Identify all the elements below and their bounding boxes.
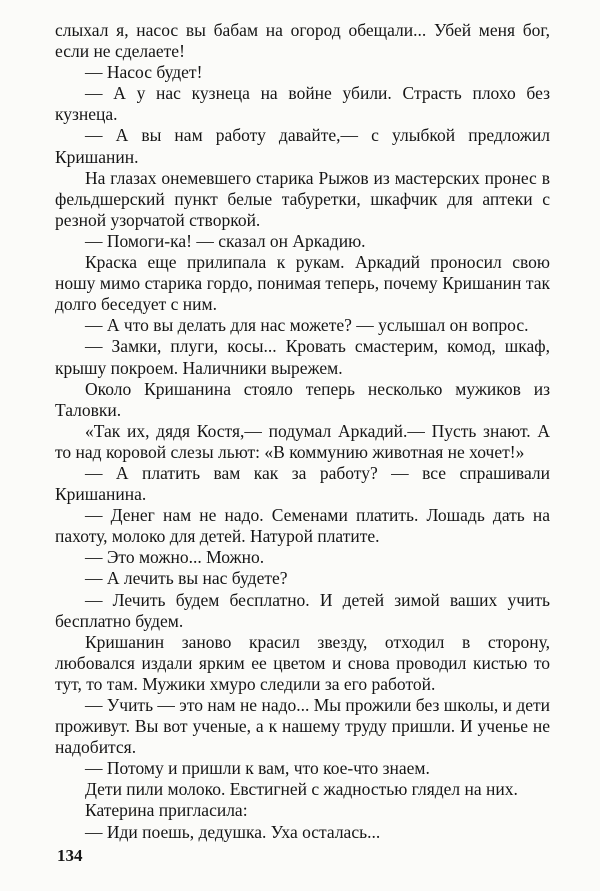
paragraph-16: — Лечить будем бесплатно. И детей зимой ваших учить бесплатно будем. [55,589,550,631]
paragraph-15: — А лечить вы нас будете? [85,568,288,589]
page-text [55,20,550,843]
paragraph-4: — А вы нам работу давайте,— с улыбкой предложил Кришанин. [55,125,550,167]
paragraph-20: Дети пили молоко. Евстигней с жадностью глядел на них. [85,779,518,800]
paragraph-3: — А у нас кузнеца на войне убили. Страсть плохо без кузнеца. [55,83,550,125]
paragraph-10: Около Кришанина стояло теперь несколько мужиков из Таловки. [55,378,550,420]
paragraph-11: «Так их, дядя Костя,— подумал Аркадий.— Пусть знают. А то над коровой слезы льют: «В коммунию животная не хочет!» [55,420,550,462]
paragraph-12: — А платить вам как за работу? — все спрашивали Кришанина. [55,462,550,505]
paragraph-17: Кришанин заново красил звезду, отходил в сторону, любовался издали ярким ее цветом и снова проводил кистью то тут, то там. Мужики хмуро следили за его работой. [55,631,550,694]
paragraph-8: — А что вы делать для нас можете? — услышал он вопрос. [85,315,529,336]
paragraph-2: — Насос будет! [85,62,203,83]
paragraph-18: — Учить — это нам не надо... Мы прожили без школы, и дети проживут. Вы вот ученые, а к нашему труду пришли. И ученье не надобится. [55,695,551,758]
paragraph-6: — Помоги-ка! — сказал он Аркадию. [85,230,366,251]
paragraph-7: Краска еще прилипала к рукам. Аркадий проносил свою ношу мимо старика гордо, понимая теперь, почему Кришанин так долго беседует с ним. [55,252,550,315]
paragraph-22: — Иди поешь, дедушка. Уха осталась... [85,821,381,842]
paragraph-9: — Замки, плуги, косы... Кровать смастерим, комод, шкаф, крышу покроем. Наличники вырежем. [55,336,550,378]
paragraph-1: слыхал я, насос вы бабам на огород обещали... Убей меня бог, если не сделаете! [55,20,550,62]
paragraph-19: — Потому и пришли к вам, что кое-что знаем. [85,758,430,779]
paragraph-13: — Денег нам не надо. Семенами платить. Лошадь дать на пахоту, молоко для детей. Натурой платите. [55,505,550,547]
page-number: 134 [57,846,83,865]
paragraph-14: — Это можно... Можно. [85,547,265,568]
paragraph-21: Катерина пригласила: [85,800,248,821]
paragraph-5: На глазах онемевшего старика Рыжов из мастерских пронес в фельдшерский пункт белые табуретки, шкафчик для аптеки с резной узорчатой створкой. [55,167,550,230]
